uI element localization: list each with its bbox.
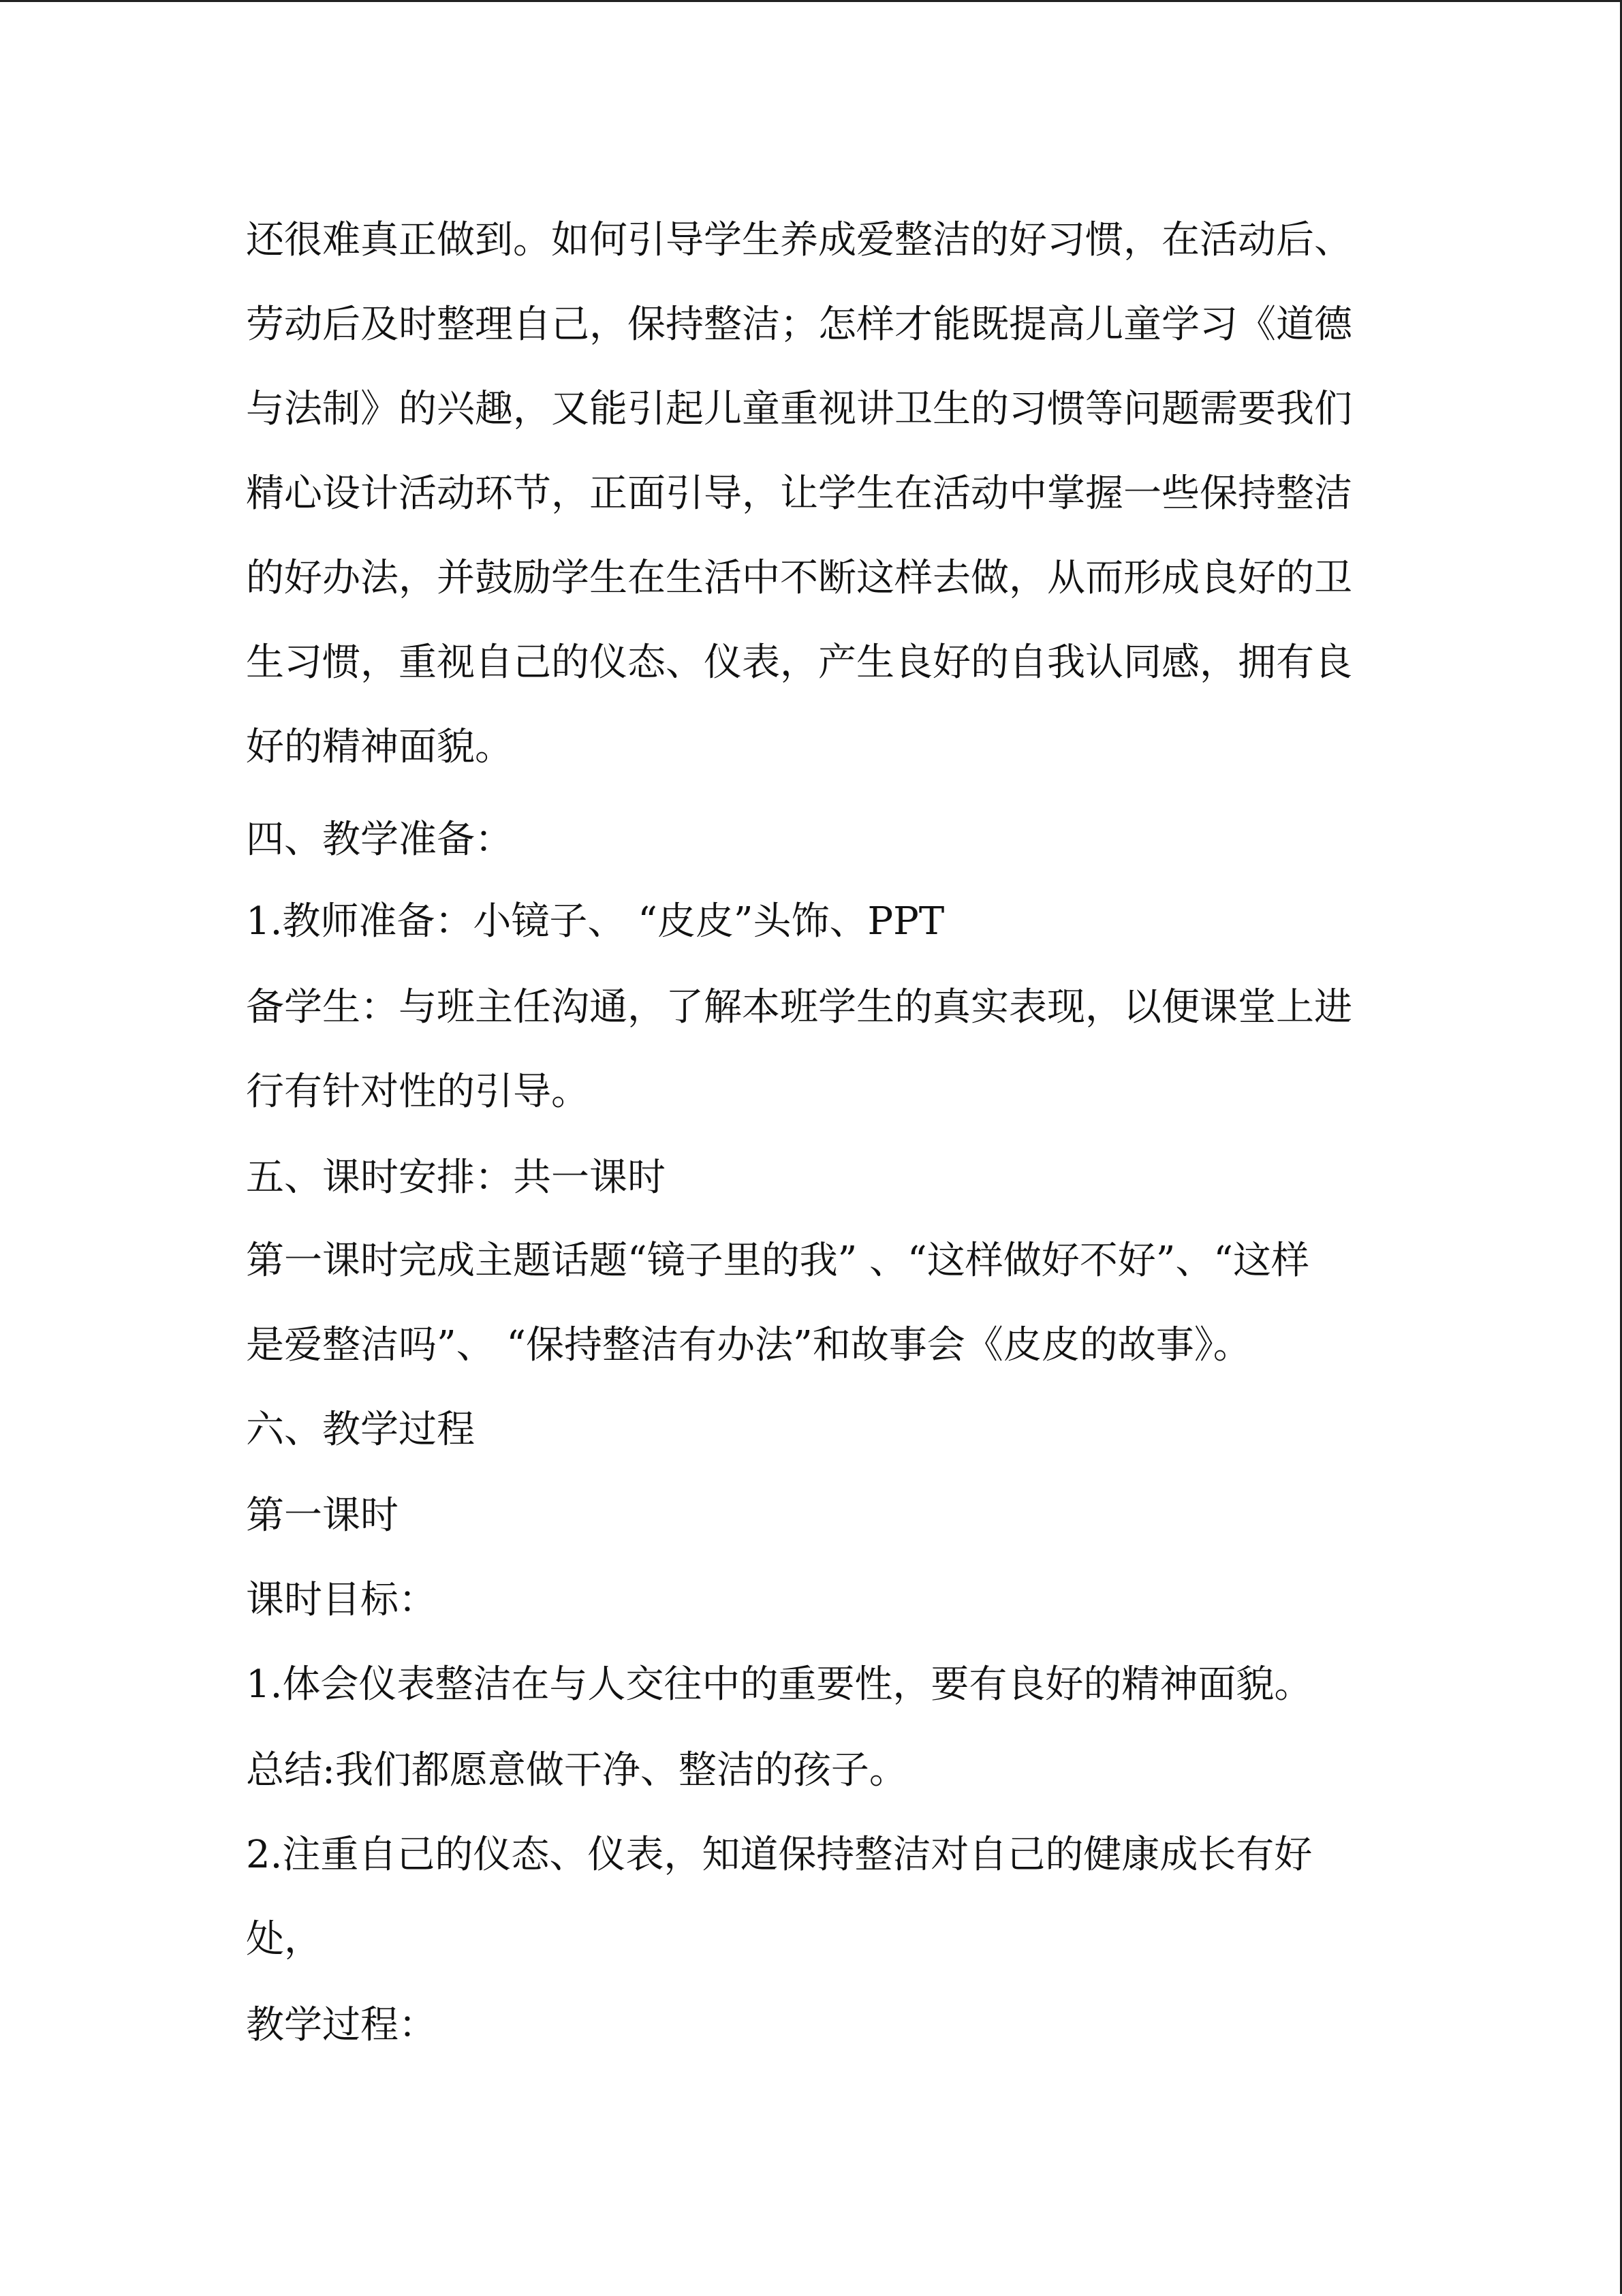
text-line: 精心设计活动环节，正面引导，让学生在活动中掌握一些保持整洁 xyxy=(246,471,1352,516)
text-line: 的好办法，并鼓励学生在生活中不断这样去做，从而形成良好的卫 xyxy=(246,556,1352,600)
subheading: 课时目标： xyxy=(246,1578,437,1622)
text-line: 是爱整洁吗”、 “保持整洁有办法”和故事会《皮皮的故事》。 xyxy=(246,1323,1251,1367)
text-line: 总结:我们都愿意做干净、整洁的孩子。 xyxy=(246,1748,907,1793)
text-line: 还很难真正做到。如何引导学生养成爱整洁的好习惯，在活动后、 xyxy=(246,218,1352,262)
text-line: 好的精神面貌。 xyxy=(246,725,513,769)
text-line: 与法制》的兴趣，又能引起儿童重视讲卫生的习惯等问题需要我们 xyxy=(246,387,1352,431)
text-line: 处， xyxy=(246,1917,322,1961)
text-line: 生习惯，重视自己的仪态、仪表，产生良好的自我认同感，拥有良 xyxy=(246,640,1352,685)
text-line: 1.教师准备：小镜子、 “皮皮”头饰、PPT xyxy=(246,899,945,944)
subheading: 教学过程： xyxy=(246,2003,437,2047)
section-heading: 五、课时安排：共一课时 xyxy=(246,1155,666,1200)
text-line: 备学生：与班主任沟通，了解本班学生的真实表现，以便课堂上进 xyxy=(246,985,1352,1029)
document-body xyxy=(0,2,1622,2296)
text-line: 行有针对性的引导。 xyxy=(246,1070,589,1114)
text-line: 第一课时完成主题话题“镜子里的我” 、“这样做好不好”、“这样 xyxy=(246,1239,1309,1283)
text-line: 2.注重自己的仪态、仪表，知道保持整洁对自己的健康成长有好 xyxy=(246,1833,1313,1877)
text-line: 劳动后及时整理自己，保持整洁；怎样才能既提高儿童学习《道德 xyxy=(246,302,1352,347)
text-line: 1.体会仪表整洁在与人交往中的重要性，要有良好的精神面貌。 xyxy=(246,1662,1313,1707)
subheading: 第一课时 xyxy=(246,1493,399,1538)
section-heading: 四、教学准备： xyxy=(246,818,513,862)
section-heading: 六、教学过程 xyxy=(246,1408,475,1452)
